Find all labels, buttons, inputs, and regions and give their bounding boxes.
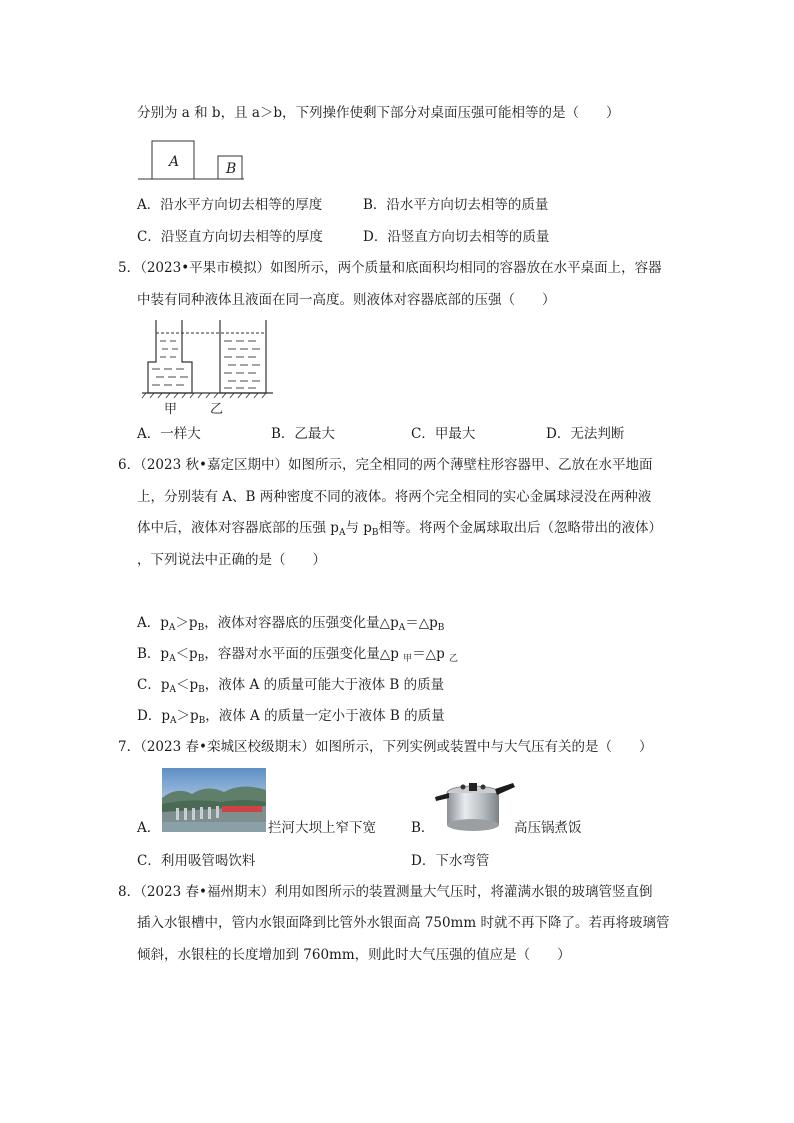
q6-line3-sub2: B (371, 528, 379, 538)
q8-stem-line2: 插入水银槽中，管内水银面降到比管外水银面高 750mm 时就不再下降了。若再将玻璃管 (137, 915, 670, 931)
q6-stem-line2: 上，分别装有 A、B 两种密度不同的液体。将两个完全相同的实心金属球浸没在两种液 (137, 489, 652, 505)
q5-option-b[interactable]: B．乙最大 (271, 426, 335, 442)
sub: A (169, 716, 177, 726)
text: A．p (137, 615, 169, 631)
text: ，液体对容器底的压强变化量△p (204, 615, 399, 631)
q7-option-b[interactable]: 高压锅煮饭 (514, 820, 582, 836)
sub: 乙 (449, 654, 459, 664)
q6-line3-pre: 体中后，液体对容器底部的压强 p (137, 520, 339, 536)
q6-option-a[interactable] (137, 614, 444, 637)
text: ，液体 A 的质量可能大于液体 B 的质量 (204, 677, 445, 693)
q6-stem-line3 (137, 519, 662, 542)
q5-stem-line2: 中装有同种液体且液面在同一高度。则液体对容器底部的压强（ ） (137, 292, 556, 308)
container-yi-label: 乙 (210, 402, 224, 417)
sub: A (398, 623, 406, 633)
q4-option-b[interactable]: B．沿水平方向切去相等的质量 (363, 197, 549, 213)
text: ＞p (175, 615, 198, 631)
text: ＞p (176, 708, 199, 724)
q4-option-c[interactable]: C．沿竖直方向切去相等的厚度 (137, 229, 323, 245)
sub: B (198, 685, 205, 695)
q6-option-d[interactable] (137, 707, 445, 730)
q5-containers-figure (140, 318, 275, 418)
q4-option-a[interactable]: A．沿水平方向切去相等的厚度 (137, 197, 323, 213)
q8-stem-line3: 倾斜，水银柱的长度增加到 760mm，则此时大气压强的值应是（ ） (137, 947, 571, 963)
text: B．p (137, 646, 170, 662)
q6-stem-line4: ，下列说法中正确的是（ ） (137, 552, 326, 568)
container-jia-label: 甲 (164, 402, 178, 417)
q6-stem-line1: 6．（2023 秋•嘉定区期中）如图所示，完全相同的两个薄壁柱形容器甲、乙放在水平地面 (118, 457, 653, 473)
q7-option-a-prefix[interactable]: A． (137, 820, 161, 836)
q4-stem: 分别为 a 和 b，且 a＞b，下列操作使剩下部分对桌面压强可能相等的是（ ） (137, 105, 620, 121)
text: D．p (137, 708, 170, 724)
block-a-label: A (169, 154, 180, 170)
sub: A (169, 685, 176, 695)
q7-stem: 7．（2023 春•栾城区校级期末）如图所示，下列实例或装置中与大气压有关的是（ ） (118, 739, 653, 755)
text: C．p (137, 677, 170, 693)
q6-line3-sub1: A (338, 528, 346, 538)
q5-option-d[interactable]: D．无法判断 (546, 426, 625, 442)
dam-photo (162, 768, 266, 832)
text: ＜p (175, 646, 198, 662)
text: ＝△p (412, 646, 450, 662)
q8-stem-line1: 8．（2023 春•福州期末）利用如图所示的装置测量大气压时，将灌满水银的玻璃管竖直倒 (118, 884, 653, 900)
q7-option-d[interactable]: D．下水弯管 (411, 853, 490, 869)
q7-option-c[interactable]: C．利用吸管喝饮料 (137, 853, 256, 869)
q6-line3-post: 相等。将两个金属球取出后（忽略带出的液体） (378, 520, 662, 536)
q6-line3-mid: 与 p (345, 520, 372, 536)
q4-option-d[interactable]: D．沿竖直方向切去相等的质量 (363, 229, 550, 245)
q5-option-a[interactable]: A．一样大 (137, 426, 201, 442)
text: ，液体 A 的质量一定小于液体 B 的质量 (205, 708, 445, 724)
q6-option-b[interactable] (137, 645, 458, 668)
q5-stem-line1: 5．（2023•平果市模拟）如图所示，两个质量和底面积均相同的容器放在水平桌面上，容器 (118, 260, 662, 276)
q7-option-b-prefix[interactable]: B． (411, 820, 435, 836)
sub: A (169, 654, 176, 664)
q6-option-c[interactable] (137, 676, 444, 699)
q7-option-a[interactable]: 拦河大坝上窄下宽 (268, 820, 376, 836)
text: ＜p (175, 677, 199, 693)
q4-blocks-figure (138, 140, 248, 182)
block-b-label: B (226, 161, 237, 177)
q5-option-c[interactable]: C．甲最大 (411, 426, 476, 442)
sub: B (197, 623, 205, 633)
text: ，容器对水平面的压强变化量△p (204, 646, 404, 662)
sub: 甲 (403, 654, 413, 664)
sub: A (168, 623, 176, 633)
pressure-cooker-photo (433, 771, 515, 833)
sub: B (198, 716, 206, 726)
text: ＝△p (405, 615, 438, 631)
sub: B (437, 623, 445, 633)
sub: B (197, 654, 205, 664)
